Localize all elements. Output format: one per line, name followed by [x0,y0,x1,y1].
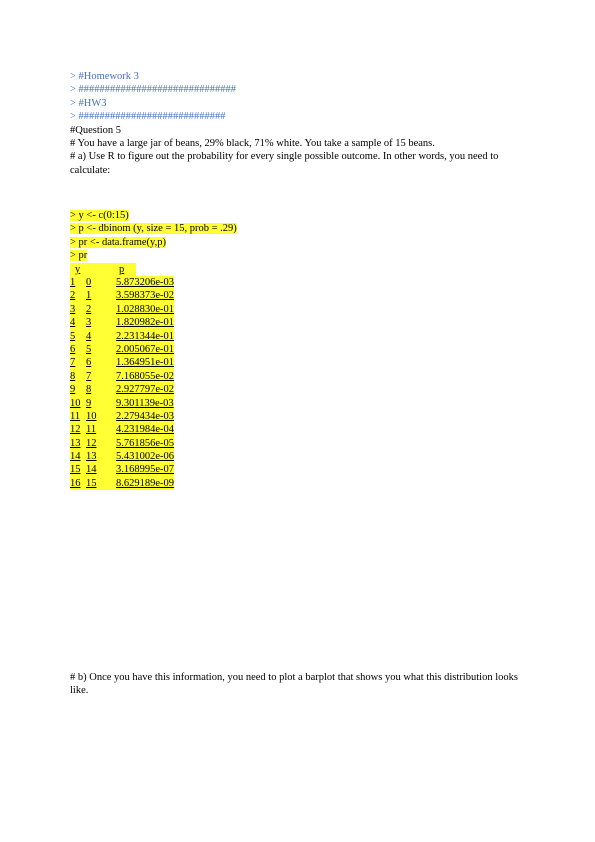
code-line: > p <- dbinom (y, size = 15, prob = .29) [70,223,237,235]
row-index: 2 [70,289,86,302]
row-index: 10 [70,397,86,410]
cell-y: 6 [86,356,116,369]
cell-p: 9.301139e-03 [116,397,174,409]
cell-p: 2.005067e-01 [116,343,175,355]
cell-y: 13 [86,450,116,463]
table-row [70,330,520,343]
cell-y: 3 [86,316,116,329]
cell-p: 5.431002e-06 [116,451,175,463]
row-index: 16 [70,477,86,490]
cell-y: 15 [86,477,116,490]
cell-y: 12 [86,437,116,450]
row-index: 8 [70,370,86,383]
cell-y: 10 [86,410,116,423]
cell-p: 1.028830e-01 [116,303,175,315]
cell-p: 2.927797e-02 [116,384,175,396]
part-b-text: # b) Once you have this information, you need to plot a barplot that shows you what this distribution looks like. [70,672,518,697]
table-header [70,263,520,276]
cell-y: 7 [86,370,116,383]
table-row [70,463,520,476]
table-row [70,397,520,410]
table-row [70,423,520,436]
cell-y: 5 [86,343,116,356]
cell-y: 0 [86,276,116,289]
row-index: 14 [70,450,86,463]
row-index: 9 [70,383,86,396]
table-row [70,477,520,490]
code-line: > y <- c(0:15) [70,210,129,221]
table-row [70,343,520,356]
code-line: > pr <- data.frame(y,p) [70,236,166,248]
cell-y: 9 [86,397,116,410]
table-row [70,410,520,423]
table-row [70,289,520,302]
row-index: 3 [70,303,86,316]
row-index: 12 [70,423,86,436]
header-line: > ############################## [70,84,237,96]
row-index: 1 [70,276,86,289]
part-a-text: # a) Use R to figure out the probability for every single possible outcome. In other words, you need to calculate: [70,151,499,176]
question-title: #Question 5 [70,124,122,136]
row-index: 6 [70,343,86,356]
cell-p: 2.279434e-03 [116,410,175,422]
cell-p: 1.364951e-01 [116,357,175,369]
question-text: # You have a large jar of beans, 29% black, 71% white. You take a sample of 15 beans. [70,138,435,150]
row-index: 5 [70,330,86,343]
table-row [70,437,520,450]
table-body [70,276,520,490]
code-line: > pr [70,250,88,262]
column-header-y: y [70,263,116,276]
table-row [70,383,520,396]
table-row [70,316,520,329]
part-b-block [70,671,520,698]
row-index: 13 [70,437,86,450]
header-line: > #HW3 [70,97,107,109]
table-row [70,276,520,289]
cell-p: 5.873206e-03 [116,277,175,289]
header-line: > ############################ [70,111,226,123]
column-header-p: p [116,263,136,276]
table-row [70,303,520,316]
cell-p: 4.231984e-04 [116,424,175,436]
cell-y: 4 [86,330,116,343]
cell-y: 1 [86,289,116,302]
cell-p: 5.761856e-05 [116,437,175,449]
code-block [70,209,520,490]
table-row [70,370,520,383]
row-index: 4 [70,316,86,329]
cell-y: 8 [86,383,116,396]
cell-p: 3.168995e-07 [116,464,175,476]
header-block [70,70,520,177]
row-index: 7 [70,356,86,369]
cell-p: 8.629189e-09 [116,477,175,489]
row-index: 15 [70,463,86,476]
table-row [70,356,520,369]
cell-p: 2.231344e-01 [116,330,175,342]
cell-y: 11 [86,423,116,436]
header-line: > #Homework 3 [70,71,139,82]
row-index: 11 [70,410,86,423]
cell-y: 14 [86,463,116,476]
table-row [70,450,520,463]
cell-p: 3.598373e-02 [116,290,175,302]
cell-y: 2 [86,303,116,316]
cell-p: 1.820982e-01 [116,317,175,329]
cell-p: 7.168055e-02 [116,370,175,382]
